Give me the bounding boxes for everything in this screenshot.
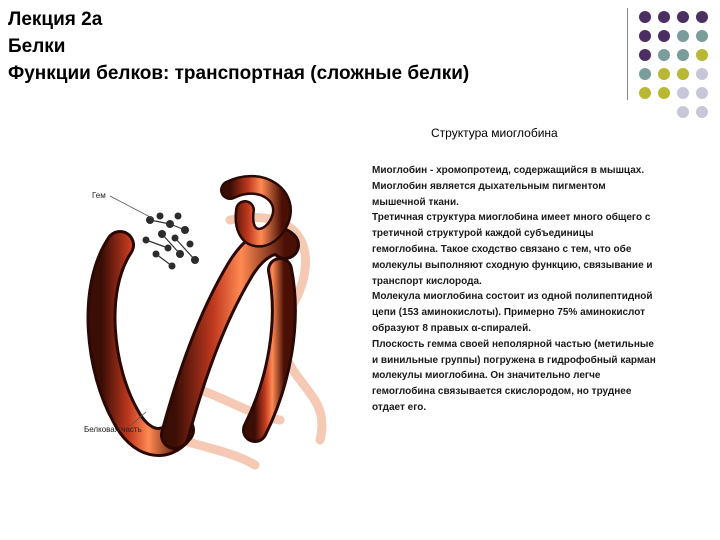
dot-row-2 (639, 30, 708, 42)
heme-label: Гем (92, 191, 106, 200)
title-line-3: Функции белков: транспортная (сложные белки) (8, 63, 470, 84)
dot-row-1 (639, 11, 708, 23)
figure-caption: Структура миоглобина (431, 126, 558, 140)
description-paragraph: Миоглобин - хромопротеид, содержащийся в мышцах. (372, 165, 645, 176)
alpha-helices (101, 185, 285, 442)
heme-pointer (110, 196, 152, 218)
protein-label: Белковая часть (84, 425, 142, 434)
description-paragraph: Третичная структура миоглобина имеет много общего с третичной структурой каждой субъединицы гемоглобина. Такое сходство связано с тем, что обе молекулы выполняют сходную функцию, связывание и транспорт кислорода. (372, 212, 653, 287)
description-paragraph: Молекула миоглобина состоит из одной полипептидной цепи (153 аминокислоты). Примерно 75% аминокислот образуют 8 правых α-спиралей. (372, 291, 653, 334)
description-paragraph: Миоглобин является дыхательным пигментом мышечной ткани. (372, 180, 606, 208)
description-paragraph: Плоскость гемма своей неполярной частью (метильные и винильные группы) погружена в гидрофобный карман молекулы миоглобина. Он значительно легче гемоглобина связывается скислородом, но труднее отдает его. (372, 338, 656, 413)
heme-group (143, 213, 200, 270)
myoglobin-structure-image (80, 150, 360, 480)
dot-row-6 (677, 106, 708, 118)
title-line-2: Белки (8, 36, 66, 57)
title-line-1: Лекция 2а (8, 9, 103, 30)
description-text (372, 163, 660, 416)
dot-row-4 (639, 68, 708, 80)
decorative-dot-grid (0, 0, 720, 120)
dot-row-3 (639, 49, 708, 61)
dot-row-5 (639, 87, 708, 99)
